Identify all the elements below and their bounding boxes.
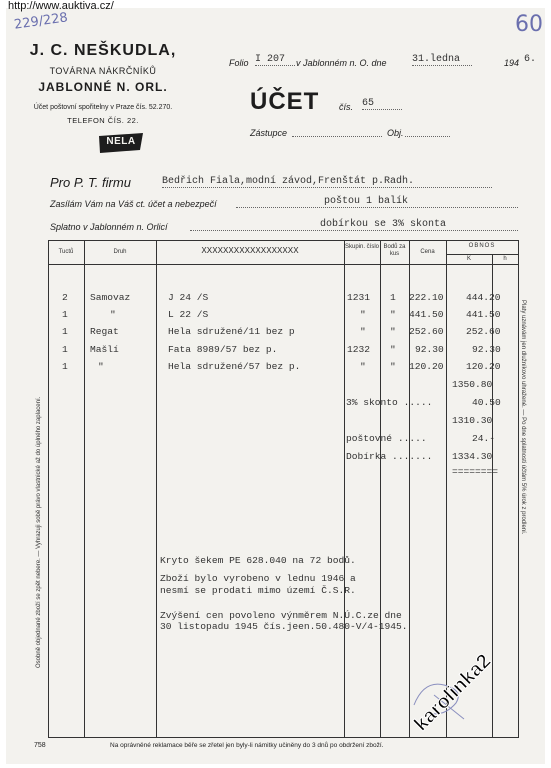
row-5-tucet: 1 <box>62 361 68 372</box>
table-top-border <box>48 240 518 241</box>
folio-value: I 207 <box>255 54 295 66</box>
row-4-skupin: 1232 <box>347 344 371 355</box>
order-line <box>405 136 450 137</box>
col-header-h: h <box>503 256 507 262</box>
row-5-cena: 120.20 <box>409 361 444 372</box>
discount-label: 3% skonto ..... <box>346 397 433 408</box>
row-3-obnos: 252.60 <box>466 326 501 337</box>
note-line-5: 30 listopadu 1945 čís.jeen.50.480-V/4-1945. <box>160 621 408 632</box>
row-2-skupin: " <box>360 309 366 320</box>
year-prefix: 194 <box>504 58 520 68</box>
note-line-4: Zvýšení cen povoleno výnměrem N.Ú.C.ze dne <box>160 610 402 621</box>
representative-label: Zástupce <box>250 128 288 138</box>
row-3-cena: 252.60 <box>409 326 444 337</box>
table-bottom-border <box>48 737 518 738</box>
document-title: ÚČET <box>250 88 320 115</box>
col-header-obnos: OBNOS <box>468 243 496 249</box>
company-name: J. C. NEŠKUDLA, <box>29 42 177 59</box>
row-4-druh: Mašlí <box>90 344 119 355</box>
note-line-1: Kryto šekem PE 628.040 na 72 bodů. <box>160 555 356 566</box>
row-1-obnos: 444.20 <box>466 292 501 303</box>
row-4-cena: 92.30 <box>415 344 444 355</box>
company-subtitle: TOVÁRNA NÁKRČNÍKŮ <box>49 66 157 76</box>
note-line-2: Zboží bylo vyrobeno v lednu 1946 a <box>160 573 356 584</box>
row-5-skupin: " <box>360 361 366 372</box>
col-header-bodu: Bodů za kus <box>383 244 406 257</box>
row-1-desc: J 24 /S <box>168 292 209 303</box>
obnos-split <box>446 254 518 255</box>
row-5-obnos: 120.20 <box>466 361 501 372</box>
row-5-desc: Hela sdružené/57 bez p. <box>168 361 301 372</box>
table-header-border <box>48 264 518 265</box>
row-1-bodu: 1 <box>390 292 396 303</box>
col-header-desc: XXXXXXXXXXXXXXXXXX <box>201 246 299 256</box>
col-header-tucet: Tuctů <box>58 249 74 255</box>
source-url[interactable]: http://www.auktiva.cz/ <box>8 0 114 12</box>
row-2-cena: 441.50 <box>409 309 444 320</box>
row-1-tucet: 2 <box>62 292 68 303</box>
addressee-value: Bedřich Fiala,modní závod,Frenštát p.Radh. <box>162 176 492 188</box>
row-1-cena: 222.10 <box>409 292 444 303</box>
company-account: Účet poštovní spořitelny v Praze čís. 52.270. <box>33 104 173 111</box>
note-line-3: nesmí se prodati mimo území Č.S.R. <box>160 585 356 596</box>
row-4-tucet: 1 <box>62 344 68 355</box>
row-1-druh: Samovaz <box>90 292 131 303</box>
row-2-bodu: " <box>390 309 396 320</box>
row-2-tucet: 1 <box>62 309 68 320</box>
right-margin-note: Platy uznávám jen dlužníkovo uhražené. — Po dne splatnosti účtám 5% úrok z prodlení. <box>520 300 526 535</box>
company-phone: TELEFON ČÍS. 22. <box>67 116 139 125</box>
row-5-bodu: " <box>390 361 396 372</box>
handwritten-ref: 229/228 <box>13 10 69 33</box>
footer-code: 758 <box>34 742 46 749</box>
end-marks: ======== <box>452 466 499 477</box>
row-4-obnos: 92.30 <box>472 344 501 355</box>
row-3-desc: Hela sdružené/11 bez p <box>168 326 295 337</box>
nela-logo-text: NELA <box>106 136 136 147</box>
after-discount: 1310.30 <box>452 415 493 426</box>
col-header-k: K <box>466 256 471 262</box>
pay-label: Splatno v Jablonném n. Orlicí <box>50 222 168 232</box>
folio-label: Folio <box>229 58 249 68</box>
year-suffix: 6. <box>524 54 537 65</box>
table-col-line <box>446 240 447 738</box>
table-col-line <box>518 240 519 738</box>
row-2-obnos: 441.50 <box>466 309 501 320</box>
row-2-desc: L 22 /S <box>168 309 209 320</box>
table-col-line <box>344 240 345 738</box>
cod-amount: 1334.30 <box>452 451 493 462</box>
footer-text: Na oprávněné reklamace běře se zřetel jen byly-li námitky učiněny do 3 dnů po obdržení zboží. <box>110 742 384 749</box>
watermark: karolinka2 <box>410 650 496 736</box>
company-town: JABLONNÉ N. ORL. <box>38 80 168 94</box>
handwritten-number: 60 <box>515 12 543 37</box>
postage-amount: 24.- <box>472 433 496 444</box>
number-value: 65 <box>362 98 402 110</box>
number-label: čís. <box>339 102 354 112</box>
cod-label: Dobírka ....... <box>346 451 433 462</box>
representative-line <box>292 136 382 137</box>
row-3-bodu: " <box>390 326 396 337</box>
send-value: poštou 1 balík <box>236 196 518 208</box>
row-2-druh: " <box>110 309 116 320</box>
row-3-tucet: 1 <box>62 326 68 337</box>
table-col-line <box>380 240 381 738</box>
row-4-bodu: " <box>390 344 396 355</box>
addressee-label: Pro P. T. firmu <box>50 175 131 190</box>
date-place: v Jablonném n. O. dne <box>296 58 387 68</box>
postage-label: poštovné ..... <box>346 433 427 444</box>
row-1-skupin: 1231 <box>347 292 371 303</box>
order-label: Obj. <box>387 128 404 138</box>
table-col-line <box>84 240 85 738</box>
pay-value: dobírkou se 3% skonta <box>190 219 518 231</box>
left-margin-note: Osobně objednané zboží se zpět nebere. — Vyhrazuji sobě právo vlastnické až do úplného zaplacení. <box>36 396 42 668</box>
row-3-skupin: " <box>360 326 366 337</box>
subtotal: 1350.80 <box>452 379 493 390</box>
discount-amount: 40.50 <box>472 397 501 408</box>
col-header-cena: Cena <box>420 249 435 255</box>
send-label: Zasílám Vám na Váš ct. účet a nebezpečí <box>50 199 217 209</box>
col-header-skupin: Skupin. číslo <box>344 244 380 250</box>
col-header-druh: Druh <box>113 249 127 255</box>
table-col-line <box>156 240 157 738</box>
table-col-line <box>48 240 49 738</box>
row-3-druh: Regat <box>90 326 119 337</box>
row-4-desc: Fata 8989/57 bez p. <box>168 344 278 355</box>
date-day-month: 31.ledna <box>412 54 472 66</box>
row-5-druh: " <box>98 361 104 372</box>
